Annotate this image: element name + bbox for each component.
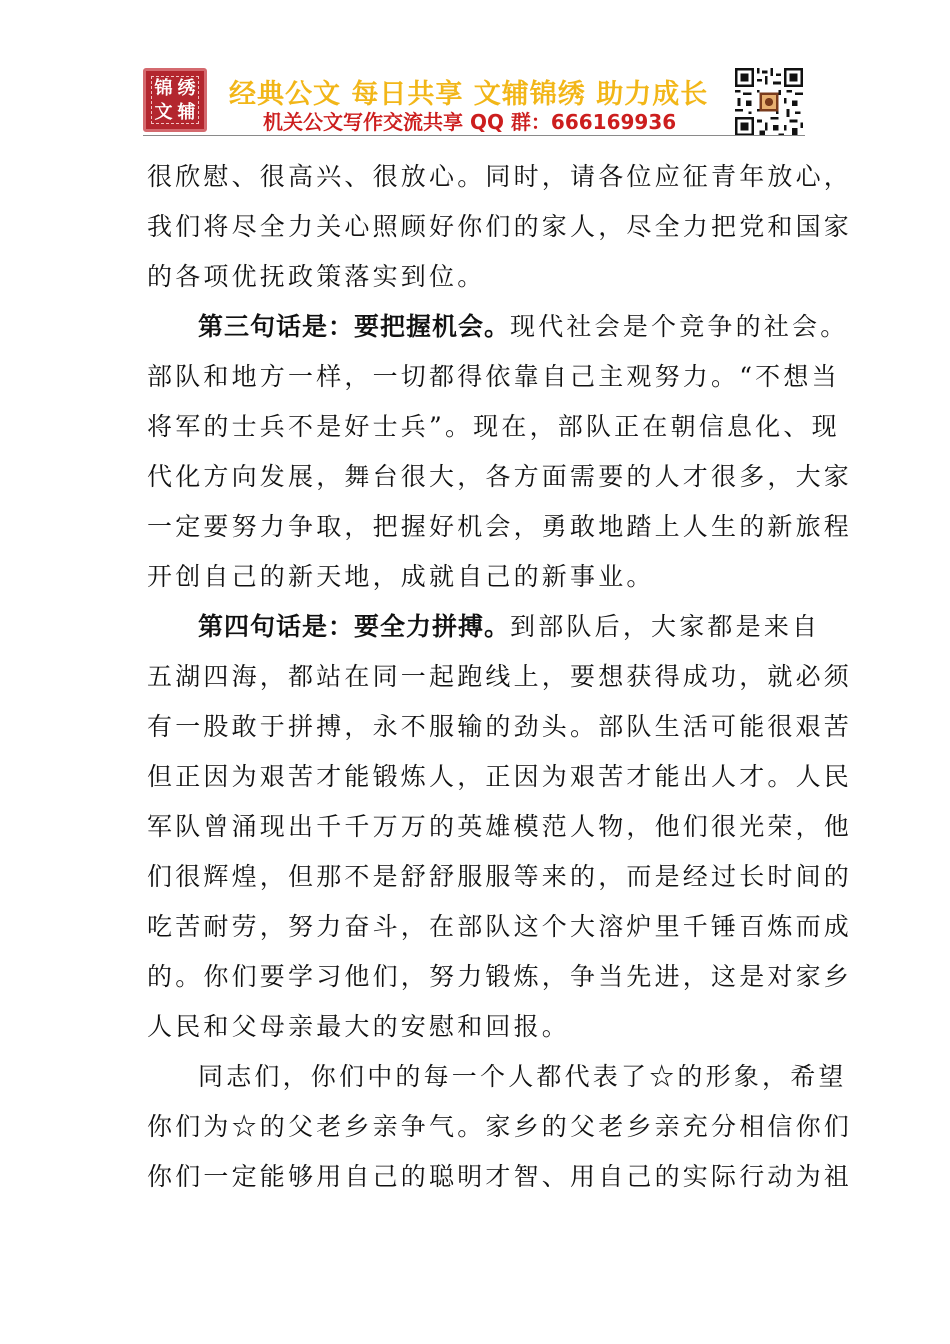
text-line (147, 402, 840, 452)
text-line (147, 452, 853, 502)
line-text: 很欣慰、很高兴、很放心。同时，请各位应征青年放心， (147, 162, 853, 191)
seal-logo (143, 68, 207, 132)
text-line (147, 552, 812, 602)
line-text: 我们将尽全力关心照顾好你们的家人，尽全力把党和国家 (147, 212, 853, 241)
text-line (147, 352, 840, 402)
line-text: 吃苦耐劳，努力奋斗，在部队这个大溶炉里千锤百炼而成 (147, 912, 853, 941)
line-text: 代化方向发展，舞台很大，各方面需要的人才很多，大家 (147, 462, 853, 491)
line-text: 但正因为艰苦才能锻炼人，正因为艰苦才能出人才。人民 (147, 762, 853, 791)
logo-char: 辅 (177, 102, 196, 123)
logo-char: 文 (154, 102, 173, 123)
logo-char: 绣 (177, 78, 196, 99)
text-line (147, 952, 853, 1002)
text-line (147, 752, 853, 802)
qr-code-icon (735, 68, 803, 136)
text-line (147, 1102, 853, 1152)
text-line (147, 802, 853, 852)
line-text: 到部队后，大家都是来自 (510, 612, 821, 641)
text-line (147, 652, 853, 702)
line-text: 五湖四海，都站在同一起跑线上，要想获得成功，就必须 (147, 662, 853, 691)
section-heading: 第三句话是：要把握机会。 (198, 312, 511, 341)
paragraph-start (147, 1052, 847, 1102)
line-text: 现代社会是个竞争的社会。 (510, 312, 849, 341)
text-line (147, 1002, 812, 1052)
header-slogan: 经典公文 每日共享 文辅锦绣 助力成长 (229, 79, 709, 110)
line-text: 一定要努力争取，把握好机会，勇敢地踏上人生的新旅程 (147, 512, 853, 541)
line-text: 部队和地方一样，一切都得依靠自己主观努力。“不想当 (147, 362, 840, 391)
line-text: 同志们，你们中的每一个人都代表了☆的形象，希望 (198, 1062, 847, 1091)
header-qq-group: 机关公文写作交流共享 QQ 群：666169936 (263, 110, 677, 134)
document-body (147, 152, 853, 1202)
line-text: 开创自己的新天地，成就自己的新事业。 (147, 562, 655, 591)
line-text: 有一股敢于拼搏，永不服输的劲头。部队生活可能很艰苦 (147, 712, 853, 741)
line-text: 的各项优抚政策落实到位。 (147, 262, 486, 291)
header-divider (143, 135, 805, 136)
document-header (143, 66, 805, 136)
text-line (147, 852, 853, 902)
text-line (147, 152, 853, 202)
text-line (147, 252, 812, 302)
paragraph-start (147, 302, 849, 352)
logo-char: 锦 (154, 78, 173, 99)
line-text: 你们一定能够用自己的聪明才智、用自己的实际行动为祖 (147, 1162, 853, 1191)
line-text: 们很辉煌，但那不是舒舒服服等来的，而是经过长时间的 (147, 862, 853, 891)
text-line (147, 202, 853, 252)
line-text: 你们为☆的父老乡亲争气。家乡的父老乡亲充分相信你们 (147, 1112, 853, 1141)
line-text: 人民和父母亲最大的安慰和回报。 (147, 1012, 571, 1041)
line-text: 军队曾涌现出千千万万的英雄模范人物，他们很光荣，他 (147, 812, 853, 841)
text-line (147, 1152, 853, 1202)
text-line (147, 902, 853, 952)
text-line (147, 702, 853, 752)
paragraph-start (147, 602, 821, 652)
text-line (147, 502, 853, 552)
line-text: 将军的士兵不是好士兵”。现在，部队正在朝信息化、现 (147, 412, 840, 441)
line-text: 的。你们要学习他们，努力锻炼，争当先进，这是对家乡 (147, 962, 853, 991)
section-heading: 第四句话是：要全力拼搏。 (198, 612, 511, 641)
